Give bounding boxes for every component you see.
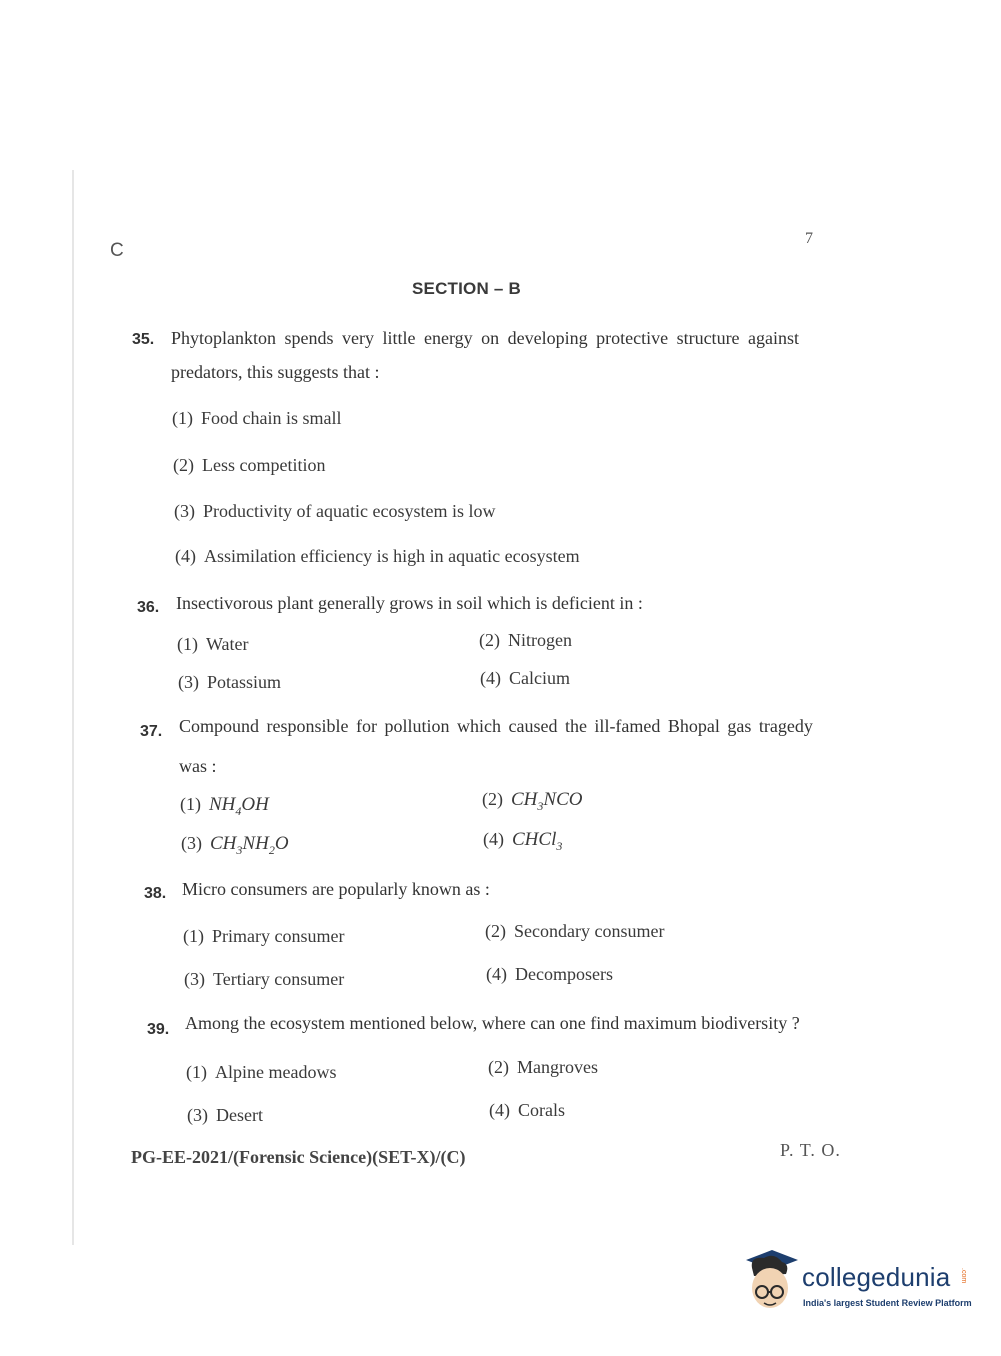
question-text: Micro consumers are popularly known as :: [182, 879, 490, 899]
option-number: (2): [173, 455, 194, 475]
formula-ch3nco: $CH_3NCO$: [511, 789, 583, 813]
option-text: Desert: [216, 1105, 263, 1125]
option-number: (3): [187, 1105, 208, 1125]
section-title: SECTION – B: [412, 279, 521, 298]
option-text: Water: [206, 634, 249, 654]
option-3: [181, 833, 289, 858]
option-3: [187, 1105, 263, 1126]
option-number: (1): [183, 926, 204, 946]
option-2: [488, 1057, 598, 1078]
option-text: Decomposers: [515, 964, 613, 984]
question-number: 36.: [137, 599, 160, 616]
question-text-continued: predators, this suggests that :: [171, 362, 380, 382]
option-number: (3): [174, 501, 195, 521]
question-text-continued: was :: [179, 756, 217, 776]
option-number: (1): [177, 634, 198, 654]
option-number: (2): [482, 789, 503, 809]
page-margin-line: [72, 170, 74, 1245]
please-turn-over: P. T. O.: [780, 1140, 841, 1160]
option-text: Primary consumer: [212, 926, 345, 946]
paper-code: PG-EE-2021/(Forensic Science)(SET-X)/(C): [131, 1147, 466, 1167]
option-text: Calcium: [509, 668, 570, 688]
brand-name: collegedunia: [802, 1262, 951, 1292]
formula-nh4oh: $NH_4OH$: [209, 794, 269, 818]
option-text: Secondary consumer: [514, 921, 665, 941]
option-number: (4): [486, 964, 507, 984]
option-number: (1): [180, 794, 201, 814]
option-4: [486, 964, 613, 985]
option-number: (3): [178, 672, 199, 692]
question-text: Among the ecosystem mentioned below, where can one find maximum biodiversity ?: [185, 1013, 800, 1033]
option-4: [483, 829, 562, 854]
set-letter: C: [110, 240, 124, 261]
question-text: Insectivorous plant generally grows in soil which is deficient in :: [176, 593, 643, 613]
option-text: Nitrogen: [508, 630, 572, 650]
option-text: Food chain is small: [201, 408, 342, 428]
option-text: Tertiary consumer: [213, 969, 345, 989]
question-number: 37.: [140, 723, 163, 740]
brand-suffix: .com: [960, 1268, 967, 1284]
option-2: [482, 789, 582, 814]
option-text: Productivity of aquatic ecosystem is low: [203, 501, 496, 521]
collegedunia-watermark: [742, 1248, 972, 1318]
formula-ch3nh2o: $CH_3NH_2O$: [210, 833, 289, 857]
option-text: Corals: [518, 1100, 565, 1120]
option-1: [172, 408, 342, 429]
option-3: [174, 501, 495, 522]
collegedunia-mascot-icon: [742, 1248, 802, 1318]
option-text: Less competition: [202, 455, 326, 475]
question-number: 39.: [147, 1021, 170, 1038]
brand-tagline: India's largest Student Review Platform: [803, 1298, 972, 1308]
option-text: Assimilation efficiency is high in aquatic ecosystem: [204, 546, 580, 566]
option-4: [480, 668, 570, 689]
option-number: (1): [172, 408, 193, 428]
option-number: (4): [483, 829, 504, 849]
option-2: [479, 630, 572, 651]
option-3: [184, 969, 344, 990]
option-number: (3): [181, 833, 202, 853]
option-text: Potassium: [207, 672, 282, 692]
option-text: Alpine meadows: [215, 1062, 337, 1082]
option-number: (3): [184, 969, 205, 989]
option-number: (2): [485, 921, 506, 941]
question-text: Compound responsible for pollution which caused the ill-famed Bhopal gas tragedy: [179, 716, 813, 736]
question-number: 35.: [132, 331, 155, 348]
option-4: [175, 546, 580, 567]
option-number: (4): [480, 668, 501, 688]
option-1: [183, 926, 344, 947]
option-text: Mangroves: [517, 1057, 598, 1077]
option-4: [489, 1100, 565, 1121]
formula-chcl3: CHCl$_3$: [512, 829, 563, 853]
option-1: [186, 1062, 336, 1083]
option-number: (2): [479, 630, 500, 650]
option-number: (4): [489, 1100, 510, 1120]
option-number: (4): [175, 546, 196, 566]
question-text: Phytoplankton spends very little energy on developing protective structure against: [171, 328, 800, 348]
option-number: (1): [186, 1062, 207, 1082]
option-2: [485, 921, 664, 942]
option-number: (2): [488, 1057, 509, 1077]
option-2: [173, 455, 325, 476]
option-1: [180, 794, 269, 819]
option-3: [178, 672, 281, 693]
page-number: 7: [805, 230, 813, 247]
question-number: 38.: [144, 885, 167, 902]
option-1: [177, 634, 249, 655]
